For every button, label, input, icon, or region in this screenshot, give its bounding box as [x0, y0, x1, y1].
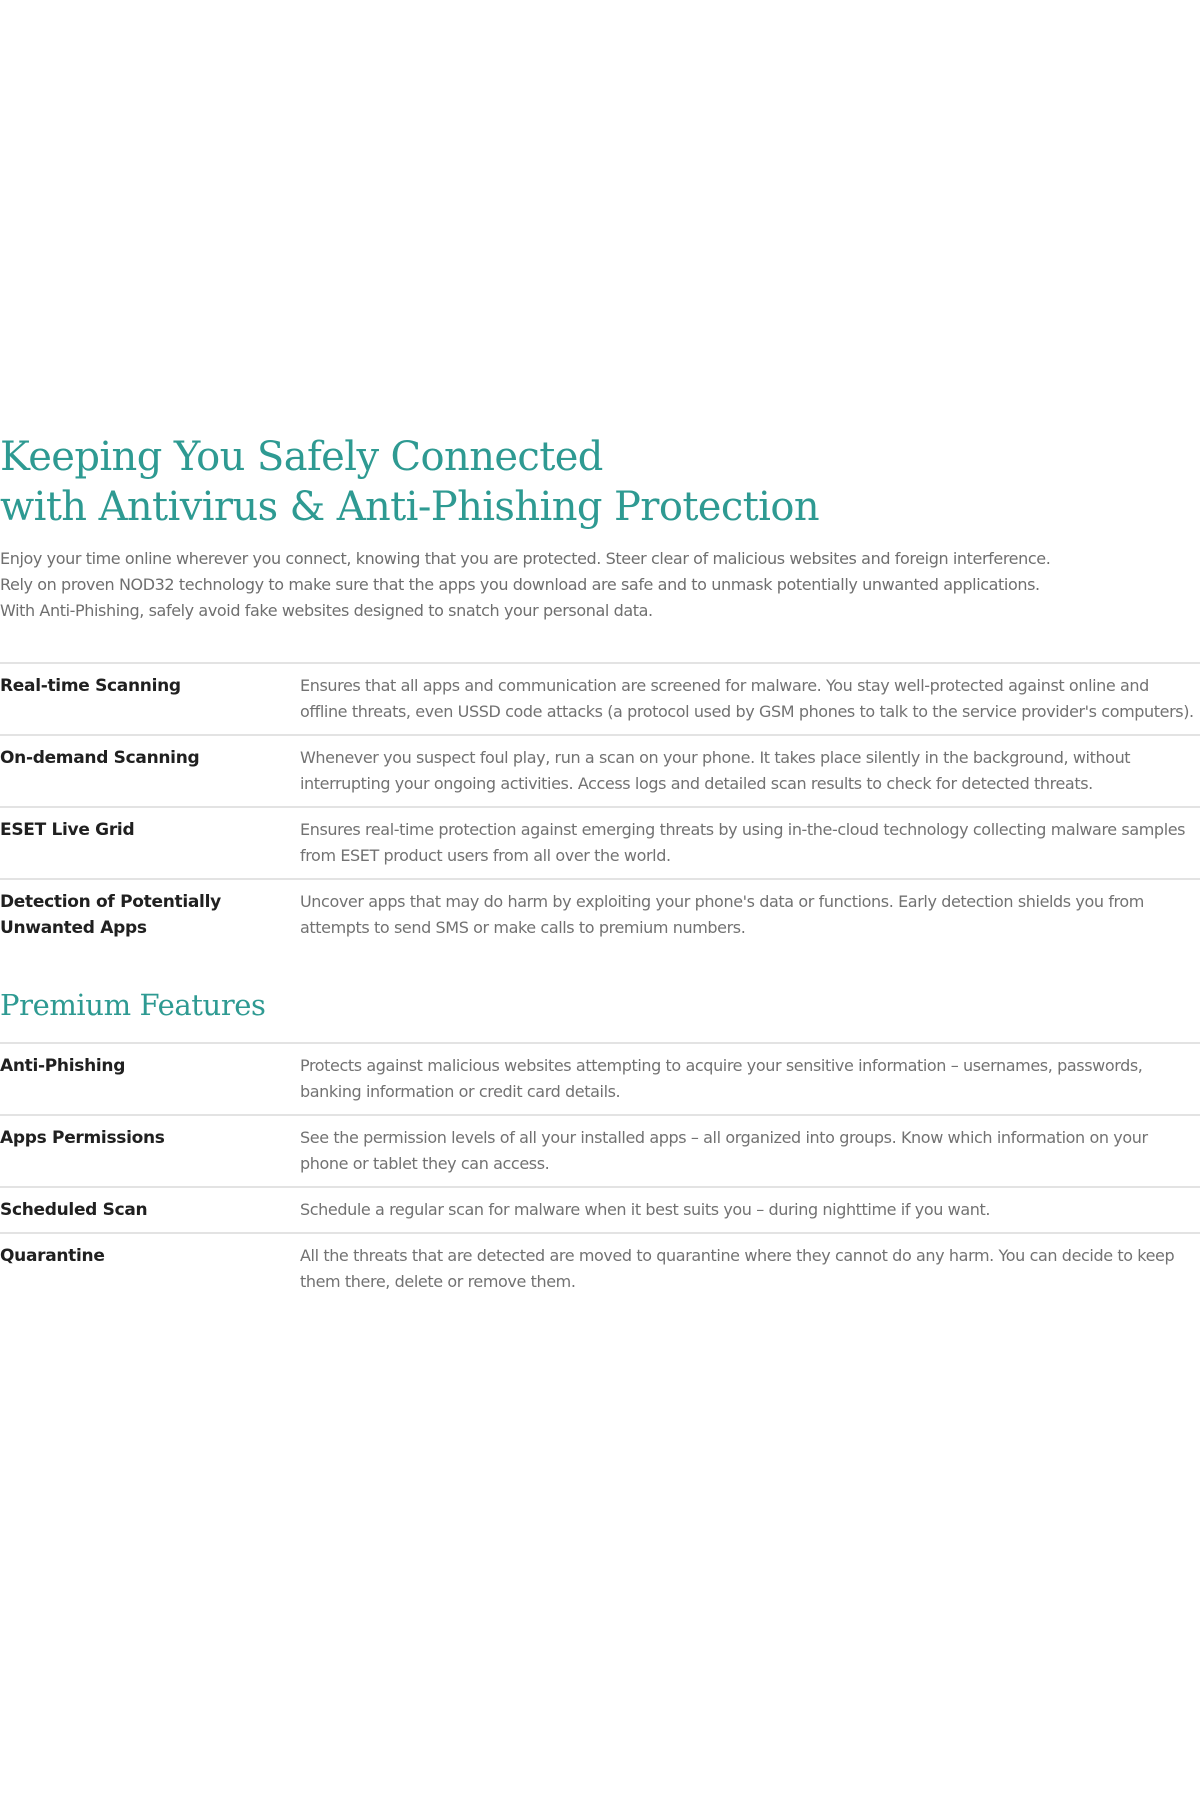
- feature-description: Uncover apps that may do harm by exploiting your phone's data or functions. Early detection shields you from attempts to send SMS or make calls to premium numbers.: [300, 892, 1144, 937]
- feature-row-anti-phishing: [0, 1044, 1200, 1116]
- feature-name: Apps Permissions: [0, 1128, 165, 1148]
- premium-features-heading: Premium Features: [0, 988, 266, 1022]
- feature-name: ESET Live Grid: [0, 820, 135, 840]
- intro-line-1: Enjoy your time online wherever you connect, knowing that you are protected. Steer clear of malicious websites and foreign interference.: [0, 549, 1051, 568]
- feature-row-potentially-unwanted-apps: [0, 880, 1200, 950]
- intro-line-3: With Anti-Phishing, safely avoid fake websites designed to snatch your personal data.: [0, 601, 653, 620]
- feature-row-scheduled-scan: [0, 1188, 1200, 1234]
- feature-name: Anti-Phishing: [0, 1056, 126, 1076]
- feature-name: Scheduled Scan: [0, 1200, 148, 1220]
- feature-row-real-time-scanning: [0, 664, 1200, 736]
- intro-line-2: Rely on proven NOD32 technology to make sure that the apps you download are safe and to unmask potentially unwanted applications.: [0, 575, 1040, 594]
- intro-paragraph: [0, 546, 1200, 624]
- feature-description: Ensures that all apps and communication are screened for malware. You stay well-protected against online and offline threats, even USSD code attacks (a protocol used by GSM phones to talk to the service provider's computers).: [300, 676, 1194, 721]
- feature-description: Protects against malicious websites attempting to acquire your sensitive information – usernames, passwords, banking information or credit card details.: [300, 1056, 1143, 1101]
- feature-name: Detection of Potentially Unwanted Apps: [0, 892, 221, 938]
- feature-name: Real-time Scanning: [0, 676, 181, 696]
- feature-description: All the threats that are detected are moved to quarantine where they cannot do any harm. You can decide to keep them there, delete or remove them.: [300, 1246, 1175, 1291]
- feature-row-quarantine: [0, 1234, 1200, 1304]
- page-title-line-1: Keeping You Safely Connected: [0, 434, 603, 480]
- feature-description: Whenever you suspect foul play, run a scan on your phone. It takes place silently in the background, without interrupting your ongoing activities. Access logs and detailed scan results to check for detected threats.: [300, 748, 1131, 793]
- feature-name: On-demand Scanning: [0, 748, 200, 768]
- document-content: [0, 432, 1200, 1304]
- feature-description: Schedule a regular scan for malware when it best suits you – during nighttime if you want.: [300, 1200, 991, 1219]
- feature-row-eset-live-grid: [0, 808, 1200, 880]
- feature-description: Ensures real-time protection against emerging threats by using in-the-cloud technology collecting malware samples from ESET product users from all over the world.: [300, 820, 1186, 865]
- page-title: [0, 432, 1200, 532]
- page-title-line-2: with Antivirus & Anti-Phishing Protection: [0, 484, 819, 530]
- premium-features-table: [0, 1042, 1200, 1304]
- feature-row-on-demand-scanning: [0, 736, 1200, 808]
- feature-name: Quarantine: [0, 1246, 105, 1266]
- feature-row-apps-permissions: [0, 1116, 1200, 1188]
- feature-description: See the permission levels of all your installed apps – all organized into groups. Know which information on your phone or tablet they can access.: [300, 1128, 1148, 1173]
- core-features-table: [0, 662, 1200, 950]
